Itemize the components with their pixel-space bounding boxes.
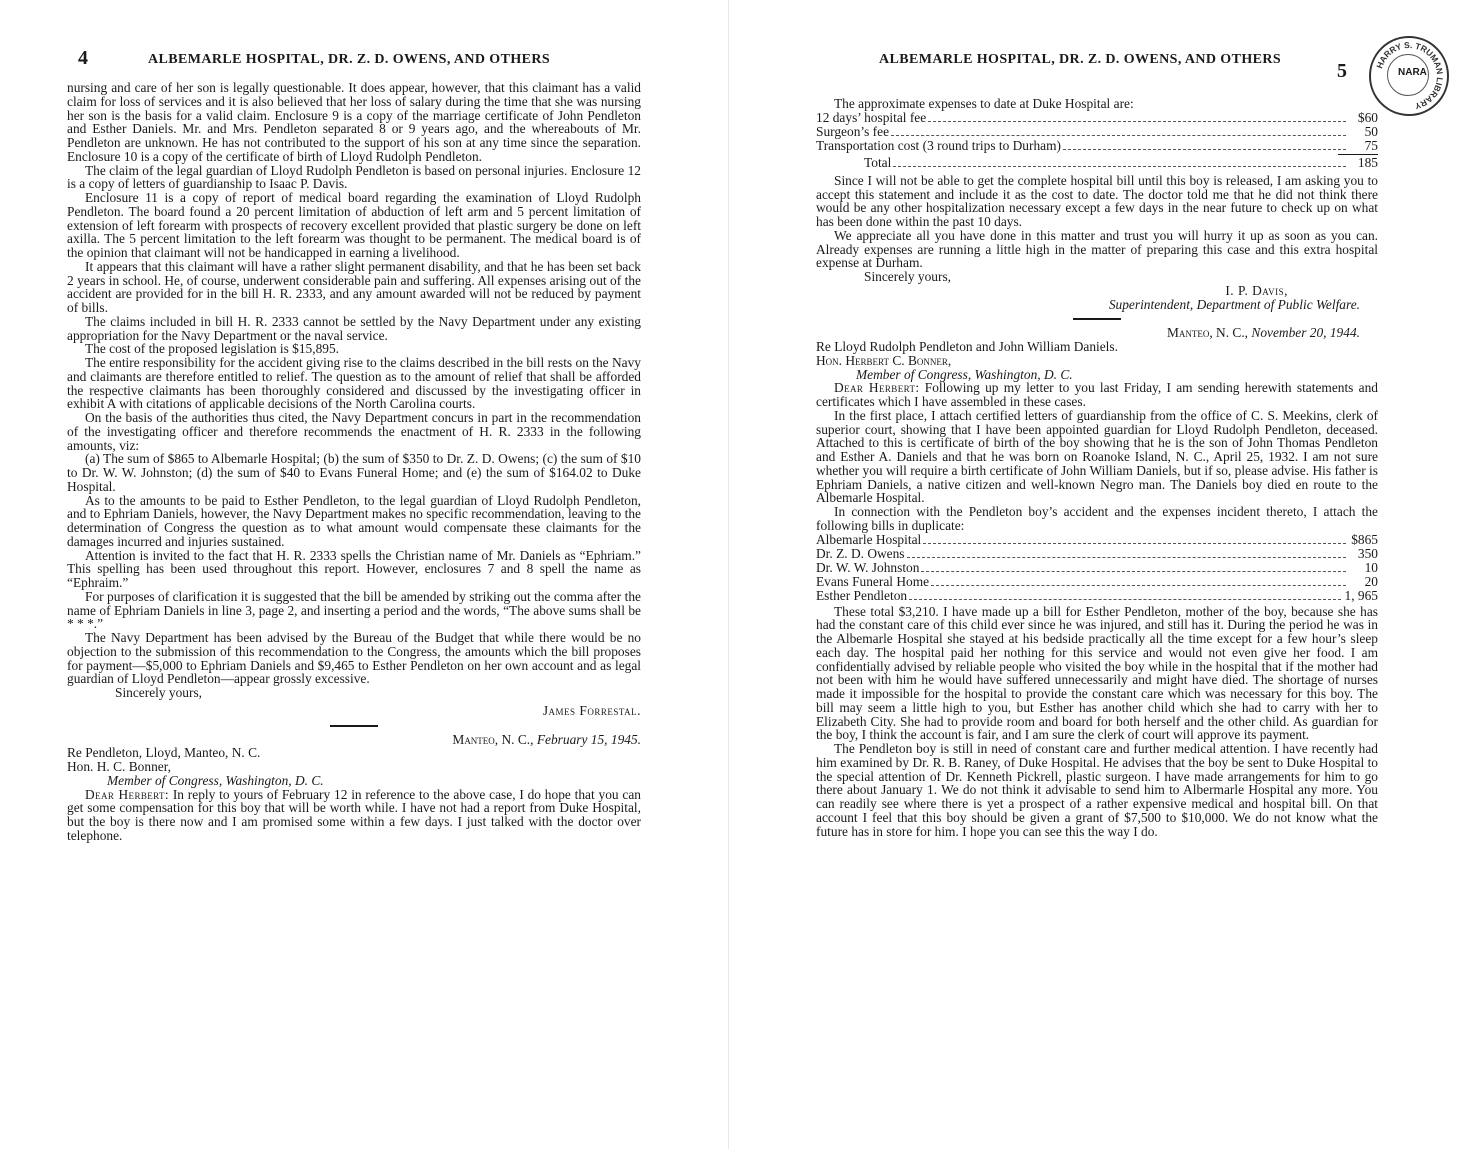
page-number: 4 xyxy=(78,47,88,69)
paragraph: In the first place, I attach certified letters of guardianship from the office of C. S. Meekins, clerk of superior court, showing that I have been appointed guardian for Lloyd Rudolph Pendleton, deceased. Attached to this is certificate of birth of the boy showing that he is the son of John Thomas Pendleton and Esther A. Daniels and that he was born on Roanoke Island, N. C., April 25, 1932. I am not sure whether you will require a birth certificate of John William Daniels, but if so, please advise. His father is Ephriam Daniels, a native citizen and well-known Negro man. The Daniels boy died en route to the Albemarle Hospital. xyxy=(816,407,1378,506)
divider-rule xyxy=(330,725,378,727)
signature: I. P. Davis, xyxy=(1225,282,1288,298)
dateline: Manteo, N. C., November 20, 1944. xyxy=(1166,325,1360,341)
closing: Sincerely yours, xyxy=(115,685,203,700)
paragraph: nursing and care of her son is legally questionable. It does appear, however, that this claimant has a valid claim for loss of services and it is also believed that her loss of salary during the time that she was nursing her son is the basis for a valid claim. Enclosure 9 is a copy of the marriage certificate of John Pendleton and Esther Daniels. Mr. and Mrs. Pendleton separated 8 or 9 years ago, and the whereabouts of Mr. Pendleton are unknown. He has not contributed to the support of his son at any time since the separation. Enclosure 10 is a copy of the certificate of birth of Lloyd Rudolph Pendleton. xyxy=(67,80,641,164)
paragraph: For purposes of clarification it is suggested that the bill be amended by striking out the comma after the name of Ephriam Daniels in line 3, page 2, and inserting a period and the words, “The above sums shall be * * *.” xyxy=(67,588,641,632)
bill-row: Dr. Z. D. Owens 350 xyxy=(816,545,1378,561)
paragraph: The claims included in bill H. R. 2333 cannot be settled by the Navy Department under any existing appropriation for the Navy Department or the naval service. xyxy=(67,313,641,343)
bills-table xyxy=(816,533,1378,603)
paragraph: The cost of the proposed legislation is $15,895. xyxy=(85,341,340,357)
paragraph: Since I will not be able to get the complete hospital bill until this boy is released, I am asking you to accept this statement and include it as the cost to date. The doctor told me that he did not think there would be any other hospitalization necessary except a few days in the near future to check up on what has been done within the past 10 days. xyxy=(816,172,1378,229)
expense-total-row: Total 185 xyxy=(864,154,1378,170)
signature-title: Superintendent, Department of Public Welfare. xyxy=(1108,296,1360,312)
right-page xyxy=(729,0,1458,1149)
letter-body: Dear Herbert: In reply to yours of February 12 in reference to the above case, I do hope that you can get some compensation for this boy that will be worth while. I have not had a report from Duke Hospital, but the boy is there now and I am promised some within a few days. I just talked with the doctor over telephone. xyxy=(67,786,641,843)
bill-row: Albemarle Hospital $865 xyxy=(816,531,1378,547)
bill-row: Evans Funeral Home 20 xyxy=(816,573,1378,589)
dateline: Manteo, N. C., February 15, 1945. xyxy=(452,731,641,747)
running-head: ALBEMARLE HOSPITAL, DR. Z. D. OWENS, AND OTHERS xyxy=(148,52,551,67)
page-number: 5 xyxy=(1337,60,1347,82)
re-line: Re Lloyd Rudolph Pendleton and John William Daniels. xyxy=(816,339,1118,354)
svg-text:HARRY S. TRUMAN LIBRARY: HARRY S. TRUMAN LIBRARY xyxy=(1374,39,1446,112)
expense-row: Surgeon’s fee 50 xyxy=(816,123,1378,139)
paragraph: The Pendleton boy is still in need of constant care and further medical attention. I have recently had him examined by Dr. R. B. Raney, of Duke Hospital. He advises that the boy be sent to Duke Hospital to the special attention of Dr. Kenneth Pickrell, plastic surgeon. I have made arrangements for him to go there about January 1. We do not think it advisable to send him to Albermarle Hospital any more. You can readily see where there is yet a prospect of a rather expensive medical and hospital bill. On that account I feel that this boy should be given a grant of $7,500 to $10,000. We do not know what the future has in store for him. I hope you can see this the way I do. xyxy=(816,741,1378,839)
re-line: Re Pendleton, Lloyd, Manteo, N. C. xyxy=(67,745,261,761)
salutation: Dear Herbert: xyxy=(85,786,170,802)
running-head: ALBEMARLE HOSPITAL, DR. Z. D. OWENS, AND OTHERS xyxy=(879,52,1282,67)
paragraph: These total $3,210. I have made up a bill for Esther Pendleton, mother of the boy, because she has had the constant care of this child ever since he was injured, and still has it. During the period he was in the Albemarle Hospital she stayed at his bedside practically all the time except for a few hour’s sleep each day. The hospital paid her nothing for this service and would not even give her food. I am confidentially advised by reliable people who visited the boy while in the hospital that if the mother had not been with him he would have suffered unnecessarily and might have died. The shortage of nurses made it impossible for the hospital to provide the constant care which was necessary for this boy. The bill may seem a little high to you, but Esther has another child which she had to carry with her to Elizabeth City. She had to provide room and board for both herself and the other child. As guardian for the boy, I think the account is fair, and I am sure the clerk of court will approve its payment. xyxy=(816,603,1378,743)
paragraph: Attention is invited to the fact that H. R. 2333 spells the Christian name of Mr. Daniels as “Ephriam.” This spelling has been used throughout this report. However, enclosures 7 and 8 spell the name as “Ephraim.” xyxy=(67,547,641,590)
library-stamp xyxy=(1369,36,1449,116)
addressee-title: Member of Congress, Washington, D. C. xyxy=(107,772,324,788)
paragraph: It appears that this claimant will have a rather slight permanent disability, and that he has been set back 2 years in school. He, of course, underwent considerable pain and suffering. All expenses arising out of the accident are provided for in the bill H. R. 2333, and any amount awarded will not be reduced by payment of bills. xyxy=(67,258,641,315)
left-text-column xyxy=(67,81,641,843)
signature: James Forrestal. xyxy=(542,702,641,718)
letter-body: Dear Herbert: Following up my letter to you last Friday, I am sending herewith statements and certificates which I have assembled in these cases. xyxy=(816,380,1378,409)
divider-rule xyxy=(1073,318,1121,320)
paragraph: The claim of the legal guardian of Lloyd Rudolph Pendleton is based on personal injuries. Enclosure 12 is a copy of letters of guardianship to Isaac P. Davis. xyxy=(67,162,641,192)
expense-row: Transportation cost (3 round trips to Durham) 75 xyxy=(816,137,1378,153)
addressee: Hon. Herbert C. Bonner, xyxy=(816,352,952,368)
expenses-table xyxy=(816,111,1378,170)
paragraph: The entire responsibility for the accident giving rise to the claims described in the bill rests on the Navy and claimants are therefore entitled to relief. The question as to the amount of relief that shall be afforded the respective claimants has been thoroughly considered and discussed by the investigating officer in exhibit A with citations of applicable decisions of the North Carolina courts. xyxy=(67,355,641,412)
paragraph: As to the amounts to be paid to Esther Pendleton, to the legal guardian of Lloyd Rudolph Pendleton, and to Ephriam Daniels, however, the Navy Department makes no specific recommendation, leaving to the determination of Congress the question as to what amount would compensate these claimants for the damages incurred and injuries sustained. xyxy=(67,492,641,549)
addressee: Hon. H. C. Bonner, xyxy=(67,759,171,774)
salutation: Dear Herbert: xyxy=(834,380,920,396)
closing: Sincerely yours, xyxy=(864,269,952,284)
paragraph: We appreciate all you have done in this matter and trust you will hurry it up as soon as you can. Already expenses are running a little high in the matter of preparing this case and this extra hospital expense at Durham. xyxy=(816,227,1378,271)
right-text-column xyxy=(816,97,1378,838)
stamp-center-text: NARA xyxy=(1398,67,1427,78)
paragraph: The Navy Department has been advised by the Bureau of the Budget that while there would be no objection to the submission of this recommendation to the Congress, the amounts which the bill proposes for payment—$5,000 to Ephriam Daniels and $9,465 to Esther Pendleton on her own account and as legal guardian of Lloyd Pendleton—appear grossly excessive. xyxy=(67,630,641,687)
bill-row: Esther Pendleton 1, 965 xyxy=(816,587,1378,603)
expense-row: 12 days’ hospital fee $60 xyxy=(816,109,1378,125)
paragraph: On the basis of the authorities thus cited, the Navy Department concurs in part in the recommendation of the investigating officer and therefore recommends the enactment of H. R. 2333 in the following amounts, viz: xyxy=(67,410,641,453)
bill-row: Dr. W. W. Johnston 10 xyxy=(816,559,1378,575)
paragraph: In connection with the Pendleton boy’s accident and the expenses incident thereto, I attach the following bills in duplicate: xyxy=(816,504,1378,533)
intro: The approximate expenses to date at Duke Hospital are: xyxy=(834,96,1134,111)
paragraph: Enclosure 11 is a copy of report of medical board regarding the examination of Lloyd Rudolph Pendleton. The board found a 20 percent limitation of abduction of left arm and 5 percent limitation of extension of left forearm with prospects of recovery excellent provided that plastic surgery be done on left axilla. The 5 percent limitation to the left forearm was thought to be permanent. The medical board is of the opinion that claimant will not be handicapped in earning a livelihood. xyxy=(67,190,641,260)
paragraph: (a) The sum of $865 to Albemarle Hospital; (b) the sum of $350 to Dr. Z. D. Owens; (c) the sum of $10 to Dr. W. W. Johnston; (d) the sum of $40 to Evans Funeral Home; and (e) the sum of $164.02 to Duke Hospital. xyxy=(67,451,641,494)
addressee-title: Member of Congress, Washington, D. C. xyxy=(856,366,1073,382)
